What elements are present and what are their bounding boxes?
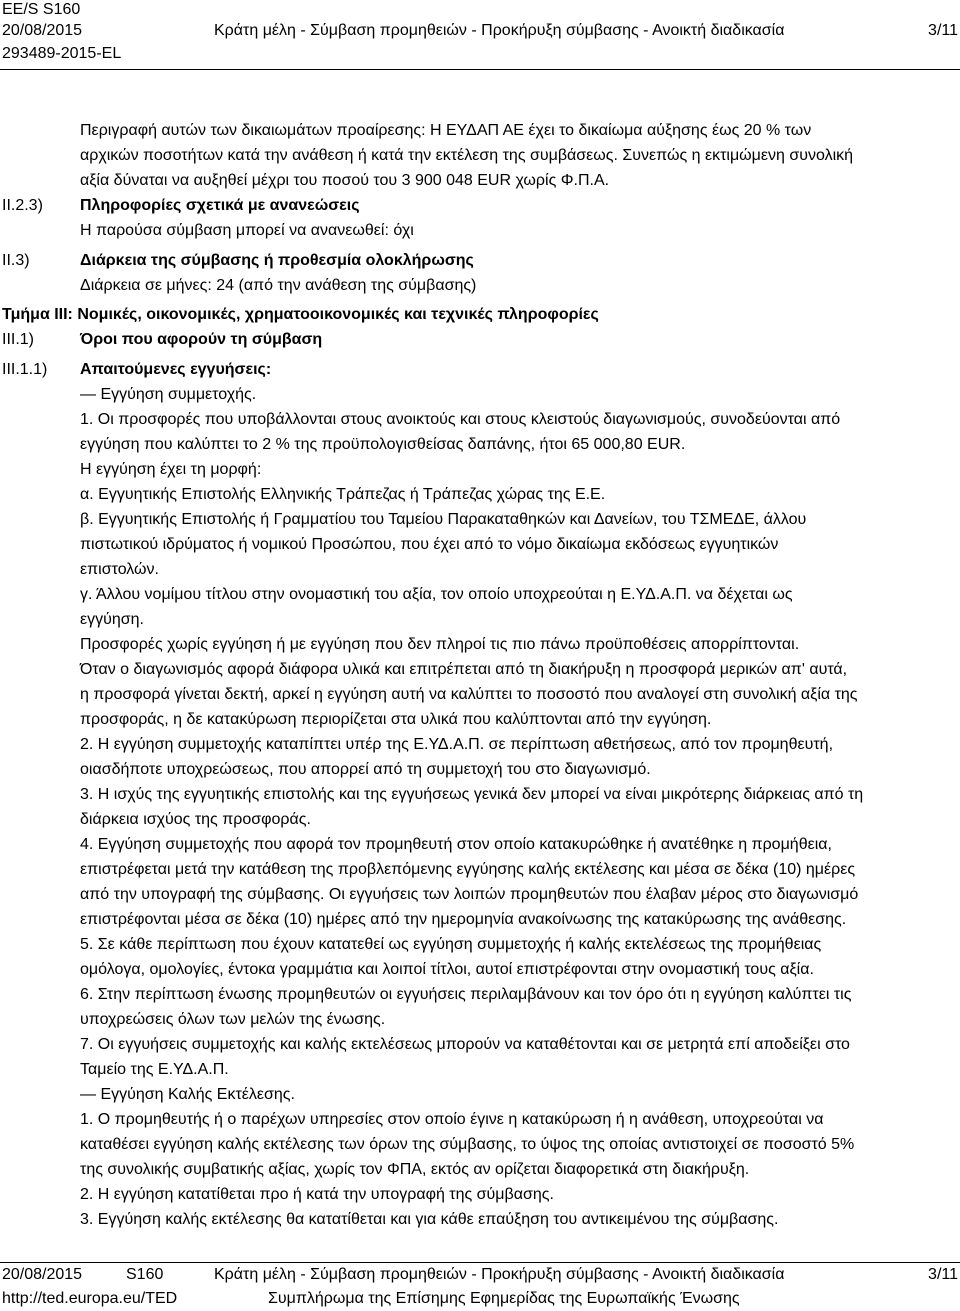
text-line: υποχρεώσεις όλων των μελών της ένωσης. [80,1011,386,1028]
text-line: οιασδήποτε υποχρεώσεως, που απορρεί από τη συμμετοχή του στο διαγωνισμό. [80,761,651,778]
footer-date: 20/08/2015 [2,1266,83,1283]
section-number: II.3) [2,252,30,269]
intro-paragraph [0,118,960,193]
footer-title: Κράτη μέλη - Σύμβαση προμηθειών - Προκήρυξη σύμβασης - Ανοικτή διαδικασία [214,1266,785,1283]
header-title: Κράτη μέλη - Σύμβαση προμηθειών - Προκήρυξη σύμβασης - Ανοικτή διαδικασία [214,22,785,39]
text-line: πιστωτικού ιδρύματος ή νομικού Προσώπου, που έχει από το νόμο δικαίωμα εκδόσεως εγγυητικών [80,536,779,553]
section-number: III.1) [2,331,35,348]
text-line: β. Εγγυητικής Επιστολής ή Γραμματίου του Ταμείου Παρακαταθηκών και Δανείων, του ΤΣΜΕΔΕ, άλλου [80,511,807,528]
guarantee-text [80,382,960,1232]
text-line: 1. Ο προμηθευτής ή ο παρέχων υπηρεσίες στον οποίο έγινε η κατακύρωση ή η ανάθεση, υποχρεούται να [80,1111,824,1128]
text-line: διάρκεια ισχύος της προσφοράς. [80,811,311,828]
text-line: 2. Η εγγύηση συμμετοχής καταπίπτει υπέρ της Ε.ΥΔ.Α.Π. σε περίπτωση αθετήσεως, από τον προμηθευτή, [80,736,834,753]
section-text: Διάρκεια σε μήνες: 24 (από την ανάθεση της σύμβασης) [80,277,477,294]
section-heading: Πληροφορίες σχετικά με ανανεώσεις [80,197,360,214]
text-line: Προσφορές χωρίς εγγύηση ή με εγγύηση που δεν πληροί τις πιο πάνω προϋποθέσεις απορρίπτονται. [80,636,800,653]
text-line: εγγύηση που καλύπτει το 2 % της προϋπολογισθείσας δαπάνης, ήτοι 65 000,80 EUR. [80,436,686,453]
header-date: 20/08/2015 [2,22,83,39]
text-line: από την υπογραφή της σύμβασης. Οι εγγυήσεις των λοιπών προμηθευτών που έλαβαν μέρος στο διαγωνισμό [80,886,859,903]
text-line: γ. Άλλου νομίμου τίτλου στην ονομαστική του αξία, τον οποίο υποχρεούται η Ε.ΥΔ.Α.Π. να δέχεται ως [80,586,793,603]
text-line: ομόλογα, ομολογίες, έντοκα γραμμάτια και λοιποί τίτλοι, αυτοί επιστρέφονται στην ονομαστική τους αξία. [80,961,814,978]
section-iii-1-1 [0,357,960,1232]
section-number: II.2.3) [2,197,43,214]
section-number: III.1.1) [2,361,48,378]
text-line: 4. Εγγύηση συμμετοχής που αφορά τον προμηθευτή στον οποίο κατακυρώθηκε ή ανατέθηκε η προμήθεια, [80,836,832,853]
section-heading: Απαιτούμενες εγγυήσεις: [80,361,272,378]
text-line: Η εγγύηση έχει τη μορφή: [80,461,262,478]
text-line: 6. Στην περίπτωση ένωσης προμηθευτών οι εγγυήσεις περιλαμβάνουν και τον όρο ότι η εγγύηση καλύπτει τις [80,986,852,1003]
header-page-number: 3/11 [928,22,958,39]
footer-page-number: 3/11 [928,1266,958,1283]
header-divider [0,69,960,70]
text-line: καταθέσει εγγύηση καλής εκτέλεσης των όρων της σύμβασης, το ύψος της οποίας αντιστοιχεί σε ποσοστό 5% [80,1136,855,1153]
footer-url: http://ted.europa.eu/TED [2,1290,178,1307]
footer-supplement: Συμπλήρωμα της Επίσημης Εφημερίδας της Ευρωπαϊκής Ένωσης [268,1290,740,1307]
section-heading: Όροι που αφορούν τη σύμβαση [80,331,323,348]
text-line: της συνολικής συμβατικής αξίας, χωρίς τον ΦΠΑ, εκτός αν ορίζεται διαφορετικά στη διακήρυξη. [80,1161,750,1178]
text-line: 3. Εγγύηση καλής εκτέλεσης θα κατατίθεται και για κάθε επαύξηση του αντικειμένου της σύμβασης. [80,1211,779,1228]
section-ii-2-3 [0,193,960,243]
section-heading: Διάρκεια της σύμβασης ή προθεσμία ολοκλήρωσης [80,252,474,269]
text-line: εγγύηση. [80,611,144,628]
page-footer [0,1264,960,1311]
footer-divider [0,1262,960,1263]
section-iii-1 [0,327,960,352]
header-doc-id: 293489-2015-EL [2,45,122,62]
text-line: 2. Η εγγύηση κατατίθεται προ ή κατά την υπογραφή της σύμβασης. [80,1186,554,1203]
text-line: προσφοράς, η δε κατακύρωση περιορίζεται στα υλικά που καλύπτονται από την εγγύηση. [80,711,712,728]
text-line: 1. Οι προσφορές που υποβάλλονται στους ανοικτούς και στους κλειστούς διαγωνισμούς, συνοδεύονται από [80,411,841,428]
text-line: επιστρέφεται μετά την κατάθεση της προβλεπόμενης εγγύησης καλής εκτέλεσης και μέσα σε δέκα (10) ημέρες [80,861,856,878]
text-line: α. Εγγυητικής Επιστολής Ελληνικής Τράπεζας ή Τράπεζας χώρας της Ε.Ε. [80,486,606,503]
text-line: 7. Οι εγγυήσεις συμμετοχής και καλής εκτελέσεως μπορούν να καταθέτονται και σε μετρητά επί αποδείξει στο [80,1036,850,1053]
text-line: αξία δύναται να αυξηθεί μέχρι του ποσού του 3 900 048 EUR χωρίς Φ.Π.Α. [80,172,610,189]
text-line: επιστολών. [80,561,159,578]
page-header [0,0,960,70]
text-line: Περιγραφή αυτών των δικαιωμάτων προαίρεσης: Η ΕΥΔΑΠ ΑΕ έχει το δικαίωμα αύξησης έως 20 % των [80,122,812,139]
header-edition: EE/S S160 [2,1,81,18]
text-line: 3. Η ισχύς της εγγυητικής επιστολής και της εγγυήσεως γενικά δεν μπορεί να είναι μικρότερης διάρκειας από τη [80,786,864,803]
text-line: επιστρέφονται μέσα σε δέκα (10) ημέρες από την ημερομηνία ανακοίνωσης της κατακύρωσης της ανάθεσης. [80,911,847,928]
text-line: — Εγγύηση Καλής Εκτέλεσης. [80,1086,295,1103]
text-line: Ταμείο της Ε.ΥΔ.Α.Π. [80,1061,229,1078]
text-line: — Εγγύηση συμμετοχής. [80,386,257,403]
text-line: αρχικών ποσοτήτων κατά την ανάθεση ή κατά την εκτέλεση της συμβάσεως. Συνεπώς η εκτιμώμενη συνολική [80,147,854,164]
text-line: η προσφορά γίνεται δεκτή, αρκεί η εγγύηση αυτή να καλύπτει το ποσοστό που αναλογεί στη συνολική αξία της [80,686,858,703]
text-line: Όταν ο διαγωνισμός αφορά διάφορα υλικά και επιτρέπεται από τη διακήρυξη η προσφορά μερικών απ' αυτά, [80,661,848,678]
section-text: Η παρούσα σύμβαση μπορεί να ανανεωθεί: όχι [80,222,414,239]
main-content [0,118,960,1232]
section-iii-title: Τμήμα III: Νομικές, οικονομικές, χρηματοοικονομικές και τεχνικές πληροφορίες [2,306,599,323]
section-ii-3 [0,248,960,298]
footer-series: S160 [126,1266,164,1283]
text-line: 5. Σε κάθε περίπτωση που έχουν κατατεθεί ως εγγύηση συμμετοχής ή καλής εκτελέσεως της προμήθειας [80,936,822,953]
